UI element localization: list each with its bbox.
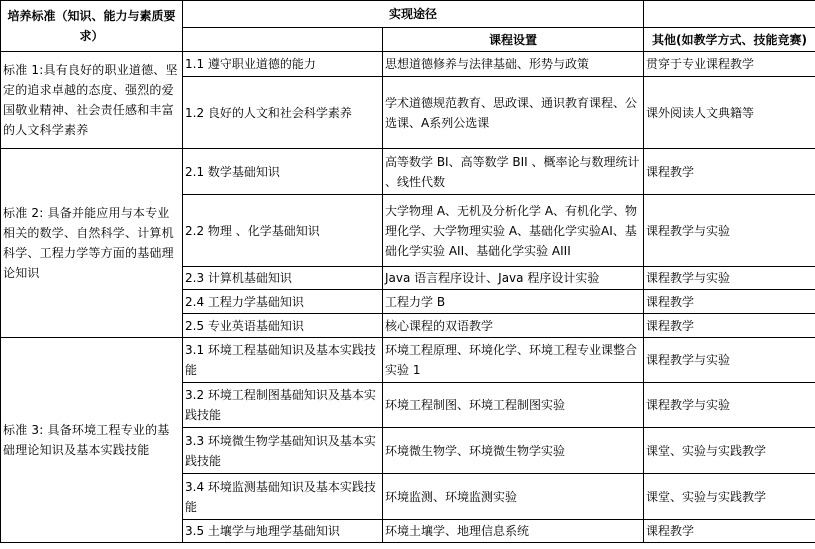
other-cell: 课程教学 xyxy=(644,314,815,338)
item-cell: 2.3 计算机基础知识 xyxy=(183,267,383,290)
standard-3: 标准 3: 具备环境工程专业的基础理论知识及基本实践技能 xyxy=(1,338,183,543)
item-cell: 2.1 数学基础知识 xyxy=(183,149,383,195)
header-blank xyxy=(183,28,383,52)
other-cell: 课外阅读人文典籍等 xyxy=(644,77,815,149)
courses-cell: 高等数学 BI、高等数学 BII 、概率论与数理统计 、线性代数 xyxy=(383,149,644,195)
item-cell: 2.2 物理 、化学基础知识 xyxy=(183,195,383,267)
other-cell: 课堂、实验与实践教学 xyxy=(644,428,815,474)
courses-cell: 学术道德规范教育、思政课、通识教育课程、公选课、A系列公选课 xyxy=(383,77,644,149)
other-cell: 课程教学与实验 xyxy=(644,383,815,428)
item-cell: 3.5 土壤学与地理学基础知识 xyxy=(183,520,383,543)
courses-cell: 环境土壤学、地理信息系统 xyxy=(383,520,644,543)
courses-cell: 环境工程制图、环境工程制图实验 xyxy=(383,383,644,428)
item-cell: 3.3 环境微生物学基础知识及基本实践技能 xyxy=(183,428,383,474)
item-cell: 3.4 环境监测基础知识及基本实践技能 xyxy=(183,474,383,520)
item-cell: 3.2 环境工程制图基础知识及基本实践技能 xyxy=(183,383,383,428)
table-row xyxy=(1,52,815,77)
courses-cell: 大学物理 A、无机及分析化学 A、有机化学、物理化学、大学物理实验 A、基础化学实验AI、基础化学实验 AII、基础化学实验 AIII xyxy=(383,195,644,267)
header-approach: 实现途径 xyxy=(183,1,644,28)
table-row xyxy=(1,338,815,383)
item-cell: 3.1 环境工程基础知识及基本实践技能 xyxy=(183,338,383,383)
item-cell: 2.4 工程力学基础知识 xyxy=(183,290,383,314)
standard-2: 标准 2: 具备并能应用与本专业相关的数学、自然科学、计算机科学、工程力学等方面的基础理论知识 xyxy=(1,149,183,338)
other-cell: 课程教学与实验 xyxy=(644,195,815,267)
standard-1: 标准 1:具有良好的职业道德、坚定的追求卓越的态度、强烈的爱国敬业精神、社会责任感和丰富的人文科学素养 xyxy=(1,52,183,149)
header-courses: 课程设置 xyxy=(383,28,644,52)
courses-cell: 思想道德修养与法律基础、形势与政策 xyxy=(383,52,644,77)
other-cell: 课程教学与实验 xyxy=(644,267,815,290)
item-cell: 1.2 良好的人文和社会科学素养 xyxy=(183,77,383,149)
other-cell: 课程教学与实验 xyxy=(644,338,815,383)
courses-cell: Java 语言程序设计、Java 程序设计实验 xyxy=(383,267,644,290)
item-cell: 2.5 专业英语基础知识 xyxy=(183,314,383,338)
other-cell: 课堂、实验与实践教学 xyxy=(644,474,815,520)
courses-cell: 环境微生物学、环境微生物学实验 xyxy=(383,428,644,474)
courses-cell: 工程力学 B xyxy=(383,290,644,314)
header-standards: 培养标准（知识、能力与素质要求） xyxy=(1,1,183,52)
header-approach-end xyxy=(644,1,815,28)
other-cell: 课程教学 xyxy=(644,520,815,543)
header-others: 其他(如教学方式、技能竞赛) xyxy=(644,28,815,52)
other-cell: 课程教学 xyxy=(644,149,815,195)
courses-cell: 核心课程的双语教学 xyxy=(383,314,644,338)
other-cell: 贯穿于专业课程教学 xyxy=(644,52,815,77)
courses-cell: 环境工程原理、环境化学、环境工程专业课整合实验 1 xyxy=(383,338,644,383)
courses-cell: 环境监测、环境监测实验 xyxy=(383,474,644,520)
item-cell: 1.1 遵守职业道德的能力 xyxy=(183,52,383,77)
table-row xyxy=(1,149,815,195)
other-cell: 课程教学 xyxy=(644,290,815,314)
